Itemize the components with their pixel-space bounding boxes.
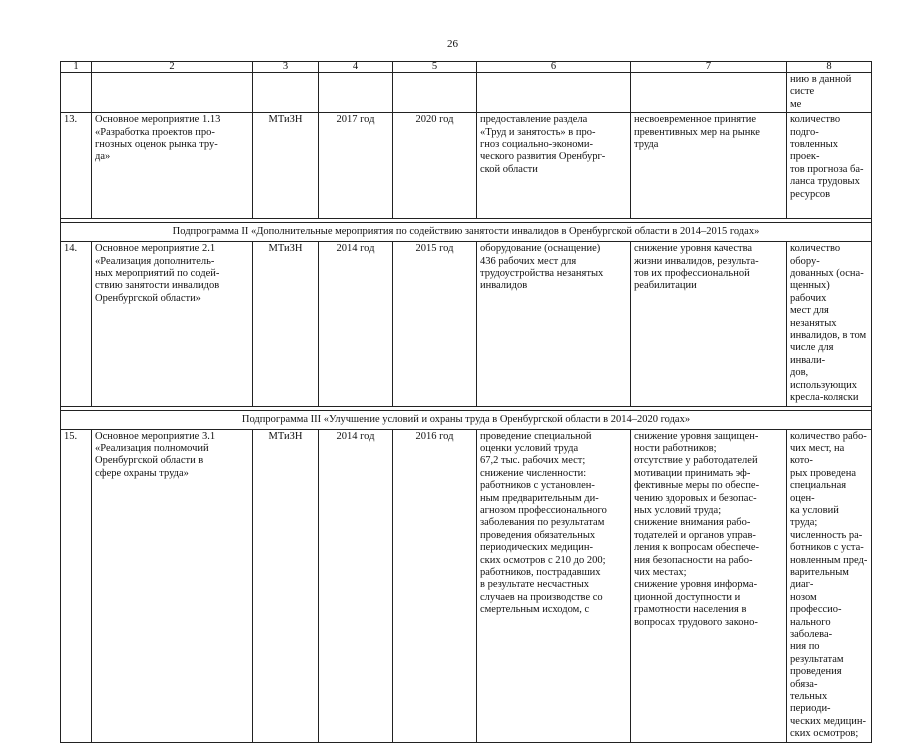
table-row xyxy=(61,429,872,742)
empty-cell xyxy=(477,73,631,113)
consequences-cell: снижение уровня качества жизни инвалидов, результа- тов их профессиональной реабилитации xyxy=(631,242,787,406)
consequences-cell: несвоевременное принятие превентивных мер на рынке труда xyxy=(631,113,787,219)
start-year-cell: 2014 год xyxy=(319,429,393,742)
end-year-cell: 2015 год xyxy=(393,242,477,406)
expected-result-cell: предоставление раздела «Труд и занятость» в про- гноз социально-экономи- ческого развития Оренбург- ской области xyxy=(477,113,631,219)
indicators-cell: количество подго- товленных проек- тов прогноза ба- ланса трудовых ресурсов xyxy=(787,113,872,219)
subprogram-row xyxy=(61,410,872,429)
header-cell: 2 xyxy=(92,62,253,73)
header-row xyxy=(61,62,872,73)
subprogram-title: Подпрограмма II «Дополнительные мероприятия по содействию занятости инвалидов в Оренбургской области в 2014–2015 годах» xyxy=(61,223,872,242)
activity-name-cell: Основное мероприятие 3.1 «Реализация полномочий Оренбургской области в сфере охраны труда» xyxy=(92,429,253,742)
table-row xyxy=(61,113,872,219)
header-cell: 4 xyxy=(319,62,393,73)
start-year-cell: 2014 год xyxy=(319,242,393,406)
end-year-cell: 2016 год xyxy=(393,429,477,742)
empty-cell xyxy=(61,73,92,113)
empty-cell xyxy=(631,73,787,113)
activity-name-cell: Основное мероприятие 2.1 «Реализация дополнитель- ных мероприятий по содей- ствию занятости инвалидов Оренбургской области» xyxy=(92,242,253,406)
header-cell: 7 xyxy=(631,62,787,73)
program-table xyxy=(60,61,872,743)
subprogram-row xyxy=(61,223,872,242)
indicators-cell: количество рабо- чих мест, на кото- рых проведена специальная оцен- ка условий труда; численность ра- ботников с уста- новленным пред- варительным диаг- нозом профессио- нального заболева- ния по результатам проведения обяза- тельных периоди- ческих медицин- ских осмотров; xyxy=(787,429,872,742)
executor-cell: МТиЗН xyxy=(253,113,319,219)
header-cell: 3 xyxy=(253,62,319,73)
row-number-cell: 14. xyxy=(61,242,92,406)
table-row xyxy=(61,242,872,406)
empty-cell xyxy=(393,73,477,113)
continuation-indicator-cell: нию в данной систе ме xyxy=(787,73,872,113)
expected-result-cell: проведение специальной оценки условий труда 67,2 тыс. рабочих мест; снижение численности: работников с установлен- ным предварительным ди- агнозом профессионального заболевания по результатам проведения обязательных периодических медицин- ских осмотров с 210 до 200; работников, пострадавших в результате несчастных случаев на производстве со смертельным исходом, с xyxy=(477,429,631,742)
row-number-cell: 15. xyxy=(61,429,92,742)
activity-name-cell: Основное мероприятие 1.13 «Разработка проектов про- гнозных оценок рынка тру- да» xyxy=(92,113,253,219)
end-year-cell: 2020 год xyxy=(393,113,477,219)
empty-cell xyxy=(253,73,319,113)
continuation-row xyxy=(61,73,872,113)
header-cell: 8 xyxy=(787,62,872,73)
page-number: 26 xyxy=(447,38,458,50)
indicators-cell: количество обору- дованных (осна- щенных) рабочих мест для незанятых инвалидов, в том числе для инвали- дов, использующих кресла-коляски xyxy=(787,242,872,406)
header-cell: 1 xyxy=(61,62,92,73)
subprogram-title: Подпрограмма III «Улучшение условий и охраны труда в Оренбургской области в 2014–2020 годах» xyxy=(61,410,872,429)
start-year-cell: 2017 год xyxy=(319,113,393,219)
executor-cell: МТиЗН xyxy=(253,242,319,406)
executor-cell: МТиЗН xyxy=(253,429,319,742)
header-cell: 6 xyxy=(477,62,631,73)
empty-cell xyxy=(319,73,393,113)
empty-cell xyxy=(92,73,253,113)
header-cell: 5 xyxy=(393,62,477,73)
consequences-cell: снижение уровня защищен- ности работников; отсутствие у работодателей мотивации принимать эф- фективные меры по обеспе- чению здоровых и безопас- ных условий труда; снижение внимания рабо- тодателей и органов управ- ления к вопросам обеспече- ния безопасности на рабо- чих местах; снижение уровня информа- ционной доступности и грамотности населения в вопросах трудового законо- xyxy=(631,429,787,742)
row-number-cell: 13. xyxy=(61,113,92,219)
expected-result-cell: оборудование (оснащение) 436 рабочих мест для трудоустройства незанятых инвалидов xyxy=(477,242,631,406)
